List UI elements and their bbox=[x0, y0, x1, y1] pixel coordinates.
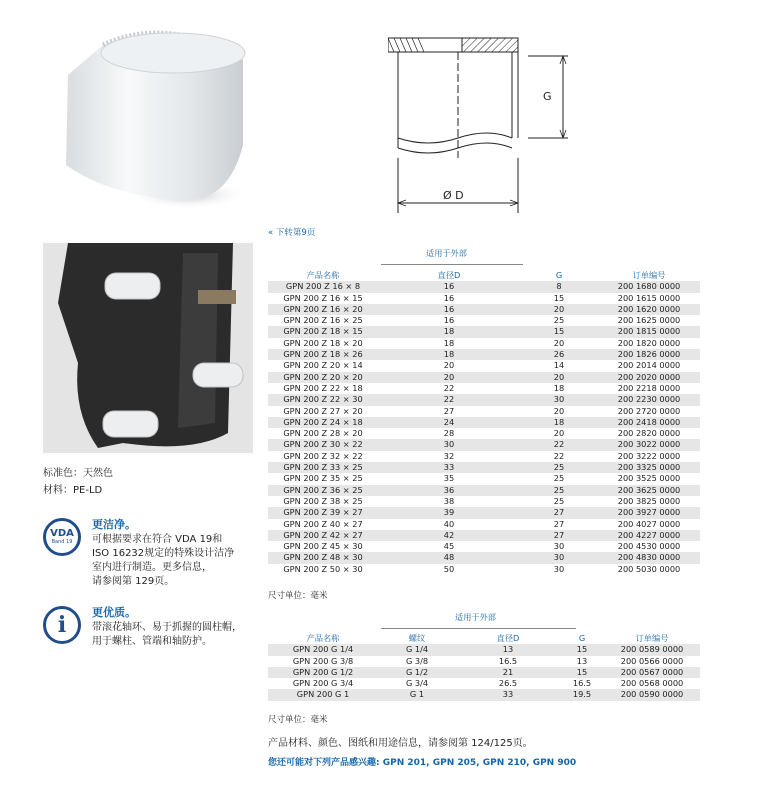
table-row bbox=[268, 293, 700, 304]
cell-order-number: 200 1620 0000 bbox=[598, 304, 700, 315]
cell-order-number: 200 1625 0000 bbox=[598, 315, 700, 326]
cell-g: 20 bbox=[520, 304, 598, 315]
cell-order-number: 200 1680 0000 bbox=[598, 281, 700, 292]
cell-order-number: 200 3625 0000 bbox=[598, 485, 700, 496]
cell-product-name: GPN 200 Z 30 × 22 bbox=[268, 439, 378, 450]
cell-product-name: GPN 200 Z 16 × 20 bbox=[268, 304, 378, 315]
cell-product-name: GPN 200 Z 33 × 25 bbox=[268, 462, 378, 473]
table-row bbox=[268, 689, 700, 700]
cell-g: 15 bbox=[560, 667, 604, 678]
feature-clean-title: 更洁净。 bbox=[92, 518, 136, 531]
col-order-number: 订单编号 bbox=[635, 633, 669, 643]
cell-g: 16.5 bbox=[560, 678, 604, 689]
cell-g: 13 bbox=[560, 656, 604, 667]
cell-product-name: GPN 200 Z 18 × 20 bbox=[268, 338, 378, 349]
table-row bbox=[268, 406, 700, 417]
cell-g: 30 bbox=[520, 552, 598, 563]
cell-g: 20 bbox=[520, 338, 598, 349]
cell-order-number: 200 0567 0000 bbox=[604, 667, 700, 678]
feature-clean-line: 室内进行制造。更多信息， bbox=[92, 562, 212, 573]
cell-diameter: 39 bbox=[378, 507, 520, 518]
cell-product-name: GPN 200 Z 22 × 30 bbox=[268, 394, 378, 405]
cell-diameter: 28 bbox=[378, 428, 520, 439]
cell-diameter: 38 bbox=[378, 496, 520, 507]
cell-g: 19.5 bbox=[560, 689, 604, 700]
cell-diameter: 13 bbox=[456, 644, 560, 655]
cell-g: 20 bbox=[520, 406, 598, 417]
table-row bbox=[268, 473, 700, 484]
table-row bbox=[268, 439, 700, 450]
cell-product-name: GPN 200 Z 18 × 26 bbox=[268, 349, 378, 360]
table-row bbox=[268, 326, 700, 337]
col-order-number: 订单编号 bbox=[632, 270, 666, 280]
cell-diameter: 50 bbox=[378, 564, 520, 575]
cell-product-name: GPN 200 Z 45 × 30 bbox=[268, 541, 378, 552]
table-row bbox=[268, 360, 700, 371]
cell-diameter: 27 bbox=[378, 406, 520, 417]
col-product-name: 产品名称 bbox=[306, 633, 340, 643]
cell-order-number: 200 1826 0000 bbox=[598, 349, 700, 360]
cell-g: 27 bbox=[520, 530, 598, 541]
vda-badge-subtext: Band 19 bbox=[51, 539, 73, 545]
cell-product-name: GPN 200 Z 16 × 15 bbox=[268, 293, 378, 304]
product-photo-cap bbox=[48, 5, 248, 215]
table-row bbox=[268, 519, 700, 530]
cell-g: 18 bbox=[520, 417, 598, 428]
cell-order-number: 200 3525 0000 bbox=[598, 473, 700, 484]
cell-thread: G 1/4 bbox=[378, 644, 456, 655]
table-row bbox=[268, 315, 700, 326]
cell-order-number: 200 1615 0000 bbox=[598, 293, 700, 304]
table-row bbox=[268, 462, 700, 473]
table-row bbox=[268, 372, 700, 383]
table1-group-header: 适用于外部 bbox=[426, 248, 467, 258]
cell-order-number: 200 4227 0000 bbox=[598, 530, 700, 541]
col-g: G bbox=[555, 270, 563, 280]
info-reference: 产品材料、颜色、图纸和用途信息，请参阅第 124/125页。 bbox=[268, 738, 533, 749]
cell-thread: G 3/4 bbox=[378, 678, 456, 689]
table-row bbox=[268, 644, 700, 655]
cell-product-name: GPN 200 G 1/2 bbox=[268, 667, 378, 678]
cell-thread: G 1/2 bbox=[378, 667, 456, 678]
cell-g: 18 bbox=[520, 383, 598, 394]
cell-diameter: 18 bbox=[378, 326, 520, 337]
cell-diameter: 16 bbox=[378, 304, 520, 315]
cell-g: 25 bbox=[520, 315, 598, 326]
col-product-name: 产品名称 bbox=[306, 270, 340, 280]
cell-diameter: 42 bbox=[378, 530, 520, 541]
cell-product-name: GPN 200 Z 27 × 20 bbox=[268, 406, 378, 417]
table-row bbox=[268, 552, 700, 563]
cell-order-number: 200 3222 0000 bbox=[598, 451, 700, 462]
cell-order-number: 200 2020 0000 bbox=[598, 372, 700, 383]
cell-order-number: 200 0590 0000 bbox=[604, 689, 700, 700]
cell-diameter: 22 bbox=[378, 394, 520, 405]
cell-product-name: GPN 200 Z 38 × 25 bbox=[268, 496, 378, 507]
feature-clean-line: 请参阅第 129页。 bbox=[92, 576, 175, 587]
cell-g: 15 bbox=[560, 644, 604, 655]
cell-g: 20 bbox=[520, 372, 598, 383]
cell-diameter: 26.5 bbox=[456, 678, 560, 689]
table1-group-rule bbox=[381, 264, 523, 265]
cell-g: 30 bbox=[520, 394, 598, 405]
cell-g: 25 bbox=[520, 473, 598, 484]
feature-clean-text bbox=[92, 533, 234, 589]
cell-diameter: 16 bbox=[378, 315, 520, 326]
cell-diameter: 18 bbox=[378, 349, 520, 360]
cell-g: 27 bbox=[520, 519, 598, 530]
table-row bbox=[268, 530, 700, 541]
cell-order-number: 200 4027 0000 bbox=[598, 519, 700, 530]
cell-diameter: 33 bbox=[456, 689, 560, 700]
col-diameter: 直径D bbox=[496, 633, 520, 643]
vda-badge-text: VDA bbox=[50, 528, 74, 539]
table-row bbox=[268, 656, 700, 667]
cell-diameter: 20 bbox=[378, 372, 520, 383]
table-row bbox=[268, 451, 700, 462]
feature-clean-line: ISO 16232规定的特殊设计洁净 bbox=[92, 548, 235, 559]
cell-product-name: GPN 200 Z 22 × 18 bbox=[268, 383, 378, 394]
cell-product-name: GPN 200 Z 20 × 14 bbox=[268, 360, 378, 371]
cell-product-name: GPN 200 Z 16 × 8 bbox=[268, 281, 378, 292]
cell-diameter: 35 bbox=[378, 473, 520, 484]
cell-g: 20 bbox=[520, 428, 598, 439]
cell-g: 15 bbox=[520, 326, 598, 337]
cell-product-name: GPN 200 Z 36 × 25 bbox=[268, 485, 378, 496]
cell-product-name: GPN 200 G 1/4 bbox=[268, 644, 378, 655]
cell-g: 25 bbox=[520, 462, 598, 473]
cell-product-name: GPN 200 G 1 bbox=[268, 689, 378, 700]
cell-diameter: 40 bbox=[378, 519, 520, 530]
prev-page-link[interactable]: « 下转第9页 bbox=[268, 228, 316, 238]
table-row bbox=[268, 507, 700, 518]
cell-diameter: 30 bbox=[378, 439, 520, 450]
cell-g: 27 bbox=[520, 507, 598, 518]
application-photo bbox=[43, 243, 253, 453]
cell-order-number: 200 3022 0000 bbox=[598, 439, 700, 450]
cell-g: 22 bbox=[520, 439, 598, 450]
cell-diameter: 16 bbox=[378, 281, 520, 292]
feature-quality-line: 带滚花轴环、易于抓握的圆柱帽， bbox=[92, 622, 242, 633]
table-row bbox=[268, 428, 700, 439]
cell-g: 25 bbox=[520, 496, 598, 507]
table-row bbox=[268, 496, 700, 507]
cell-order-number: 200 4530 0000 bbox=[598, 541, 700, 552]
cell-product-name: GPN 200 Z 16 × 25 bbox=[268, 315, 378, 326]
feature-quality-text bbox=[92, 621, 242, 649]
cell-thread: G 1 bbox=[378, 689, 456, 700]
table-row bbox=[268, 304, 700, 315]
cell-g: 26 bbox=[520, 349, 598, 360]
cell-order-number: 200 2418 0000 bbox=[598, 417, 700, 428]
col-thread: 螺纹 bbox=[408, 633, 426, 643]
table-row bbox=[268, 394, 700, 405]
cell-order-number: 200 3927 0000 bbox=[598, 507, 700, 518]
cell-order-number: 200 2218 0000 bbox=[598, 383, 700, 394]
cell-order-number: 200 2230 0000 bbox=[598, 394, 700, 405]
related-products[interactable]: 您还可能对下列产品感兴趣: GPN 201, GPN 205, GPN 210, GPN 900 bbox=[268, 758, 577, 768]
table-row bbox=[268, 349, 700, 360]
table-row bbox=[268, 541, 700, 552]
cell-diameter: 24 bbox=[378, 417, 520, 428]
cell-product-name: GPN 200 G 3/4 bbox=[268, 678, 378, 689]
cell-g: 30 bbox=[520, 564, 598, 575]
cell-product-name: GPN 200 Z 39 × 27 bbox=[268, 507, 378, 518]
cell-order-number: 200 3825 0000 bbox=[598, 496, 700, 507]
table2-group-header: 适用于外部 bbox=[455, 612, 496, 622]
table-row bbox=[268, 667, 700, 678]
cell-diameter: 16.5 bbox=[456, 656, 560, 667]
cell-diameter: 48 bbox=[378, 552, 520, 563]
table-row bbox=[268, 417, 700, 428]
material: 材料：PE-LD bbox=[43, 485, 103, 496]
cell-order-number: 200 1815 0000 bbox=[598, 326, 700, 337]
table-row bbox=[268, 383, 700, 394]
cell-order-number: 200 2820 0000 bbox=[598, 428, 700, 439]
feature-quality-title: 更优质。 bbox=[92, 606, 136, 619]
cell-product-name: GPN 200 Z 32 × 22 bbox=[268, 451, 378, 462]
cell-product-name: GPN 200 Z 18 × 15 bbox=[268, 326, 378, 337]
cell-diameter: 36 bbox=[378, 485, 520, 496]
cell-order-number: 200 2014 0000 bbox=[598, 360, 700, 371]
cell-order-number: 200 0589 0000 bbox=[604, 644, 700, 655]
cell-g: 8 bbox=[520, 281, 598, 292]
feature-quality-line: 用于螺柱、管端和轴防护。 bbox=[92, 636, 212, 647]
cell-product-name: GPN 200 Z 24 × 18 bbox=[268, 417, 378, 428]
technical-drawing bbox=[388, 28, 588, 218]
table-row bbox=[268, 338, 700, 349]
cell-product-name: GPN 200 Z 50 × 30 bbox=[268, 564, 378, 575]
cell-g: 14 bbox=[520, 360, 598, 371]
feature-clean-line: 可根据要求在符合 VDA 19和 bbox=[92, 534, 223, 545]
product-table-1 bbox=[268, 270, 700, 575]
cell-product-name: GPN 200 Z 42 × 27 bbox=[268, 530, 378, 541]
cell-product-name: GPN 200 Z 20 × 20 bbox=[268, 372, 378, 383]
vda-badge-icon bbox=[43, 518, 81, 556]
table-row bbox=[268, 485, 700, 496]
cell-order-number: 200 0568 0000 bbox=[604, 678, 700, 689]
cell-order-number: 200 2720 0000 bbox=[598, 406, 700, 417]
cell-product-name: GPN 200 G 3/8 bbox=[268, 656, 378, 667]
info-icon: i bbox=[43, 606, 81, 644]
cell-order-number: 200 4830 0000 bbox=[598, 552, 700, 563]
table2-group-rule bbox=[381, 628, 576, 629]
table1-unit-note: 尺寸单位：毫米 bbox=[268, 591, 328, 601]
col-g: G bbox=[578, 633, 586, 643]
cell-product-name: GPN 200 Z 48 × 30 bbox=[268, 552, 378, 563]
cell-order-number: 200 3325 0000 bbox=[598, 462, 700, 473]
cell-diameter: 32 bbox=[378, 451, 520, 462]
table2-unit-note: 尺寸单位：毫米 bbox=[268, 715, 328, 725]
drawing-label-g: G bbox=[543, 90, 552, 103]
cell-order-number: 200 5030 0000 bbox=[598, 564, 700, 575]
standard-color: 标准色：天然色 bbox=[43, 468, 113, 479]
table-row bbox=[268, 678, 700, 689]
cell-product-name: GPN 200 Z 28 × 20 bbox=[268, 428, 378, 439]
cell-g: 30 bbox=[520, 541, 598, 552]
cell-diameter: 22 bbox=[378, 383, 520, 394]
cell-diameter: 45 bbox=[378, 541, 520, 552]
cell-g: 22 bbox=[520, 451, 598, 462]
table-row bbox=[268, 564, 700, 575]
cell-g: 25 bbox=[520, 485, 598, 496]
cell-diameter: 33 bbox=[378, 462, 520, 473]
cell-diameter: 18 bbox=[378, 338, 520, 349]
drawing-label-d: Ø D bbox=[443, 189, 464, 202]
cell-thread: G 3/8 bbox=[378, 656, 456, 667]
product-table-2 bbox=[268, 633, 700, 701]
cell-diameter: 20 bbox=[378, 360, 520, 371]
table-row bbox=[268, 281, 700, 292]
cell-g: 15 bbox=[520, 293, 598, 304]
cell-product-name: GPN 200 Z 40 × 27 bbox=[268, 519, 378, 530]
cell-diameter: 21 bbox=[456, 667, 560, 678]
cell-order-number: 200 0566 0000 bbox=[604, 656, 700, 667]
cell-diameter: 16 bbox=[378, 293, 520, 304]
col-diameter: 直径D bbox=[437, 270, 461, 280]
cell-product-name: GPN 200 Z 35 × 25 bbox=[268, 473, 378, 484]
cell-order-number: 200 1820 0000 bbox=[598, 338, 700, 349]
